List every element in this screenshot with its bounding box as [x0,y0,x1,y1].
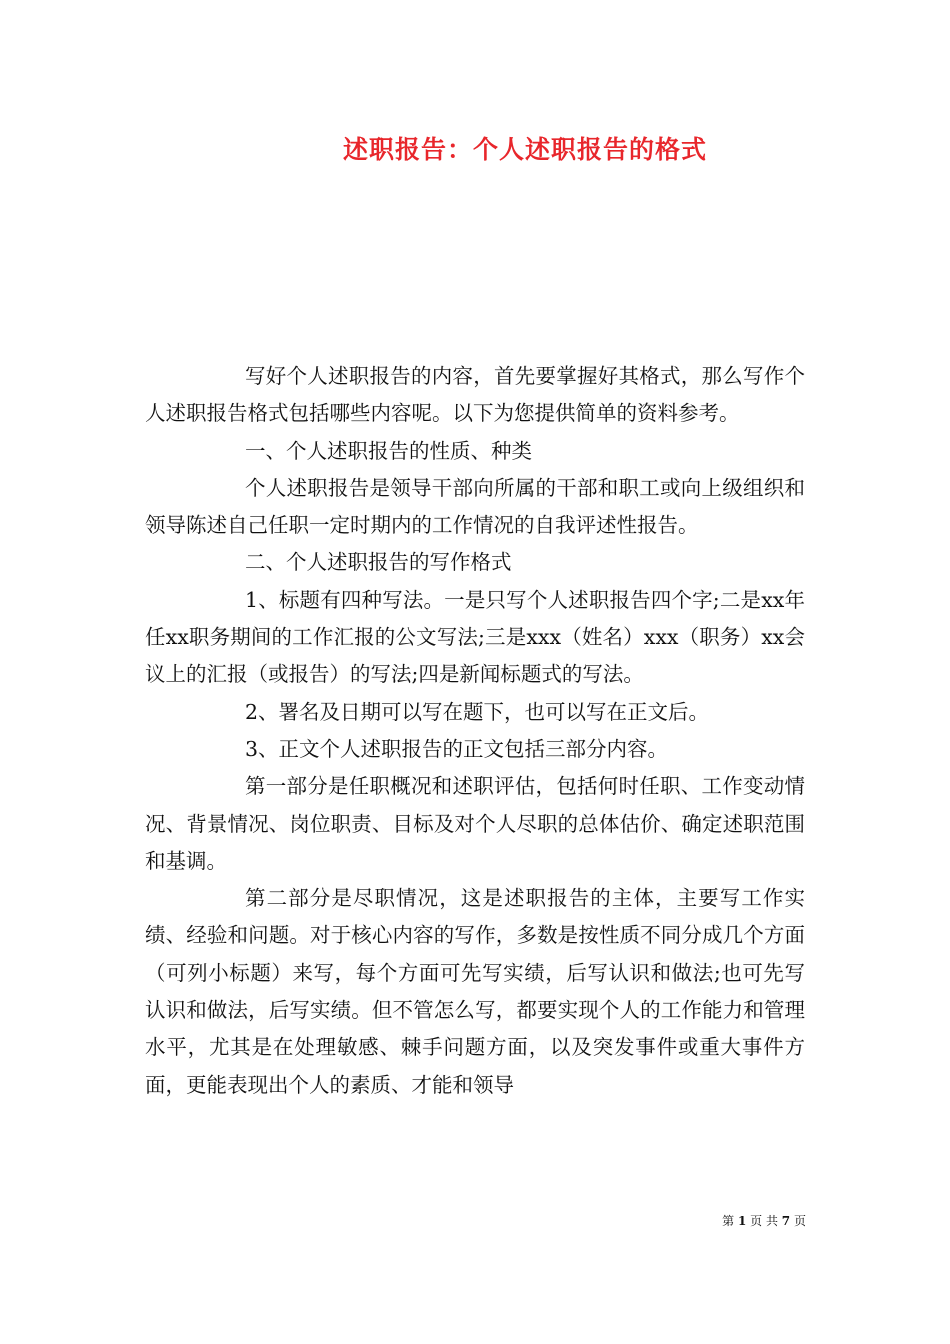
footer-middle: 页 共 [750,1214,778,1228]
footer-suffix: 页 [793,1214,806,1228]
paragraph-part-two: 第二部分是尽职情况，这是述职报告的主体，主要写工作实绩、经验和问题。对于核心内容的写作，多数是按性质不同分成几个方面（可列小标题）来写，每个方面可先写实绩，后写认识和做法;也可先写认识和做法，后写实绩。但不管怎么写，都要实现个人的工作能力和管理水平，尤其是在处理敏感、棘手问题方面，以及突发事件或重大事件方面，更能表现出个人的素质、才能和领导 [145,886,805,1097]
document-title: 述职报告：个人述职报告的格式 [342,135,707,164]
footer-current-page: 1 [737,1214,747,1228]
footer-total-pages: 7 [781,1214,791,1228]
paragraph-part-one: 第一部分是任职概况和述职评估，包括何时任职、工作变动情况、背景情况、岗位职责、目标及对个人尽职的总体估价、确定述职范围和基调。 [145,774,805,873]
paragraph-title-formats: 1、标题有四种写法。一是只写个人述职报告四个字;二是xx年任xx职务期间的工作汇报的公文写法;三是xxx（姓名）xxx（职务）xx会议上的汇报（或报告）的写法;四是新闻标题式的写法。 [145,587,805,687]
paragraph-definition: 个人述职报告是领导干部向所属的干部和职工或向上级组织和领导陈述自己任职一定时期内的工作情况的自我评述性报告。 [145,475,805,538]
paragraph-body-intro: 3、正文个人述职报告的正文包括三部分内容。 [245,736,669,761]
paragraph-signature: 2、署名及日期可以写在题下，也可以写在正文后。 [245,699,710,724]
document-body [145,358,805,1104]
footer-prefix: 第 [722,1214,735,1228]
paragraph-intro: 写好个人述职报告的内容，首先要掌握好其格式，那么写作个人述职报告格式包括哪些内容呢。以下为您提供简单的资料参考。 [145,364,805,426]
page-footer [0,1212,806,1230]
section-heading-2: 二、个人述职报告的写作格式 [245,550,512,575]
section-heading-1: 一、个人述职报告的性质、种类 [245,438,532,463]
